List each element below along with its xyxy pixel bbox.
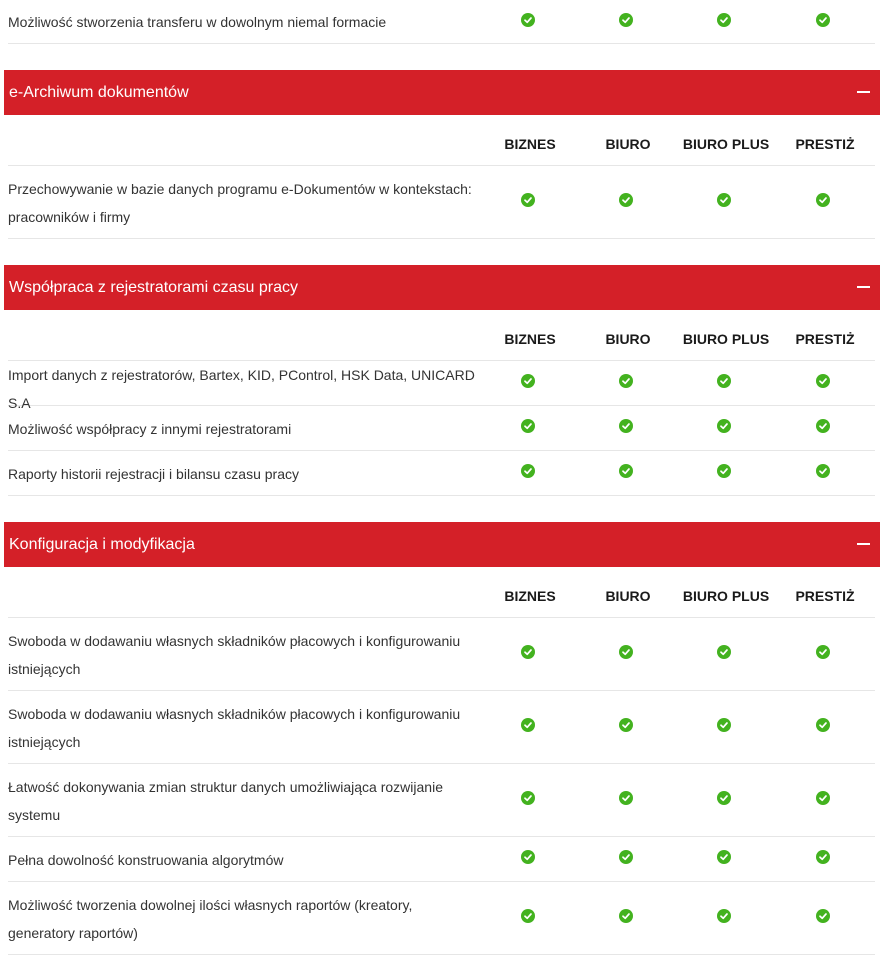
column-header: PRESTIŻ [795,331,855,347]
check-icon [717,193,731,207]
section-header[interactable] [4,522,880,567]
check-icon [717,718,731,732]
column-header: BIURO PLUS [682,588,770,604]
check-icon [521,645,535,659]
check-icon [521,374,535,388]
table-row [8,361,875,411]
column-header: PRESTIŻ [795,136,855,152]
check-icon [717,13,731,27]
column-header: BIURO [605,588,651,604]
check-icon [816,909,830,923]
check-icon [816,419,830,433]
column-header-row [8,116,875,166]
check-icon [717,850,731,864]
check-icon [521,850,535,864]
check-icon [816,645,830,659]
feature-label: Swoboda w dodawaniu własnych składników płacowych i konfigurowaniu istniejących [8,705,461,750]
check-icon [619,645,633,659]
column-header: BIURO PLUS [682,136,770,152]
column-header: PRESTIŻ [795,588,855,604]
feature-label: Możliwość współpracy z innymi rejestratorami [8,420,292,437]
check-icon [521,464,535,478]
check-icon [619,718,633,732]
check-icon [717,464,731,478]
feature-label: Swoboda w dodawaniu własnych składników płacowych i konfigurowaniu istniejących [8,632,461,677]
table-row [8,882,875,955]
feature-label: Możliwość stworzenia transferu w dowolnym niemal formacie [8,14,387,30]
minus-icon[interactable] [857,543,870,545]
check-icon [521,718,535,732]
section-title: e-Archiwum dokumentów [9,83,189,101]
check-icon [619,374,633,388]
table-row [8,0,875,44]
check-icon [717,791,731,805]
column-header-row [8,311,875,361]
section-header[interactable] [4,265,880,310]
check-icon [619,909,633,923]
feature-label: Pełna dowolność konstruowania algorytmów [8,851,284,868]
column-header: BIURO [605,331,651,347]
check-icon [521,791,535,805]
check-icon [619,419,633,433]
feature-label: Przechowywanie w bazie danych programu e-Dokumentów w kontekstach: pracowników i firmy [8,180,472,225]
check-icon [619,791,633,805]
check-icon [619,464,633,478]
check-icon [521,193,535,207]
check-icon [816,464,830,478]
table-row [8,166,875,239]
check-icon [717,374,731,388]
check-icon [816,13,830,27]
column-header: BIZNES [504,331,556,347]
check-icon [717,909,731,923]
check-icon [717,419,731,433]
check-icon [816,718,830,732]
section-header[interactable] [4,70,880,115]
minus-icon[interactable] [857,91,870,93]
column-header: BIZNES [504,588,556,604]
check-icon [816,791,830,805]
feature-label: Możliwość tworzenia dowolnej ilości własnych raportów (kreatory, generatory raportów) [8,896,413,941]
check-icon [619,850,633,864]
minus-icon[interactable] [857,286,870,288]
feature-label: Import danych z rejestratorów, Bartex, KID, PControl, HSK Data, UNICARD S.A [8,367,475,411]
check-icon [619,193,633,207]
table-row [8,451,875,496]
check-icon [816,850,830,864]
check-icon [521,419,535,433]
feature-label: Łatwość dokonywania zmian struktur danych umożliwiająca rozwijanie systemu [8,778,443,823]
check-icon [717,645,731,659]
table-row [8,691,875,764]
section-title: Współpraca z rejestratorami czasu pracy [9,278,298,296]
table-row [8,837,875,882]
check-icon [816,374,830,388]
check-icon [521,13,535,27]
column-header: BIURO PLUS [682,331,770,347]
section-title: Konfiguracja i modyfikacja [9,535,195,553]
table-row [8,406,875,451]
table-row [8,764,875,837]
check-icon [816,193,830,207]
column-header-row [8,568,875,618]
feature-label: Raporty historii rejestracji i bilansu czasu pracy [8,465,299,482]
check-icon [521,909,535,923]
column-header: BIZNES [504,136,556,152]
check-icon [619,13,633,27]
table-row [8,618,875,691]
column-header: BIURO [605,136,651,152]
